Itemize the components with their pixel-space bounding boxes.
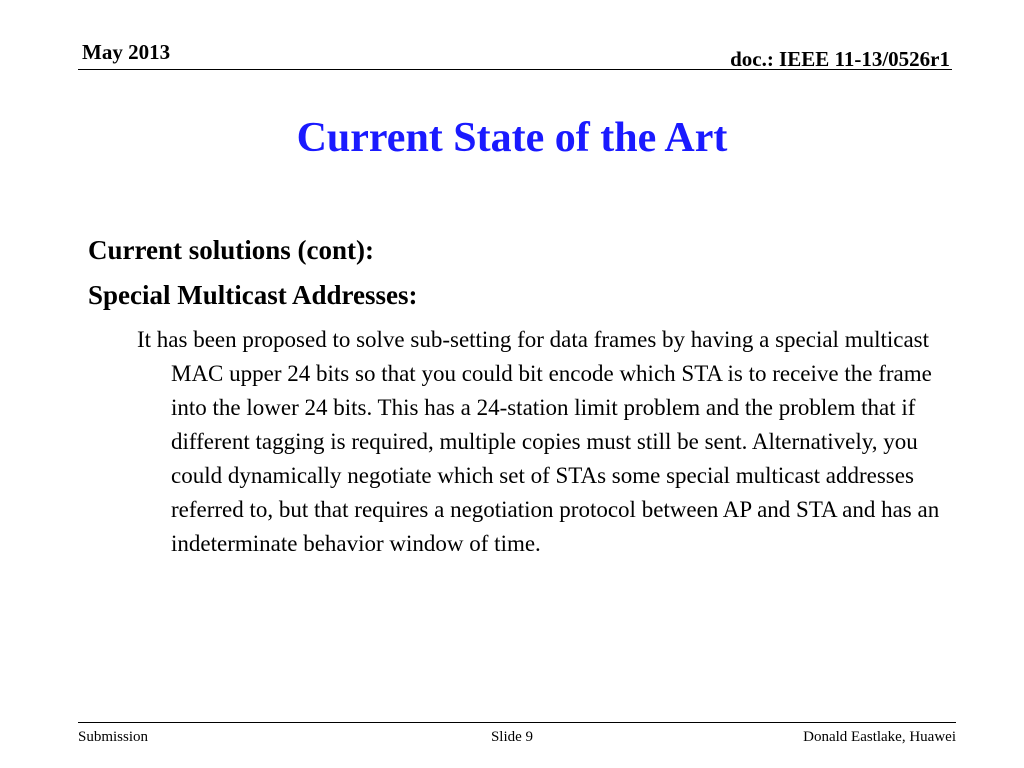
- heading-special-multicast: Special Multicast Addresses:: [88, 280, 418, 310]
- slide-number: Slide 9: [490, 729, 534, 745]
- header-divider: [78, 69, 952, 70]
- body-paragraph: It has been proposed to solve sub-setting for data frames by having a special multicast MAC upper 24 bits so that you could bit encode which STA is to receive the frame into the lower 24 bits. This has a 24-station limit problem and the problem that if different tagging is required, multiple copies must still be sent. Alternatively, you could dynamically negotiate which set of STAs some special multicast addresses referred to, but that requires a negotiation protocol between AP and STA and has an indeterminate behavior window of time.: [137, 327, 940, 556]
- heading-current-solutions: Current solutions (cont):: [88, 235, 374, 265]
- header-date: May 2013: [82, 40, 171, 64]
- document-id: doc.: IEEE 11-13/0526r1: [730, 47, 950, 71]
- footer-author: Donald Eastlake, Huawei: [803, 729, 956, 745]
- slide-title: Current State of the Art: [296, 115, 728, 161]
- footer-divider: [78, 722, 956, 723]
- slide-body: [88, 228, 958, 561]
- footer-submission: Submission: [78, 729, 149, 745]
